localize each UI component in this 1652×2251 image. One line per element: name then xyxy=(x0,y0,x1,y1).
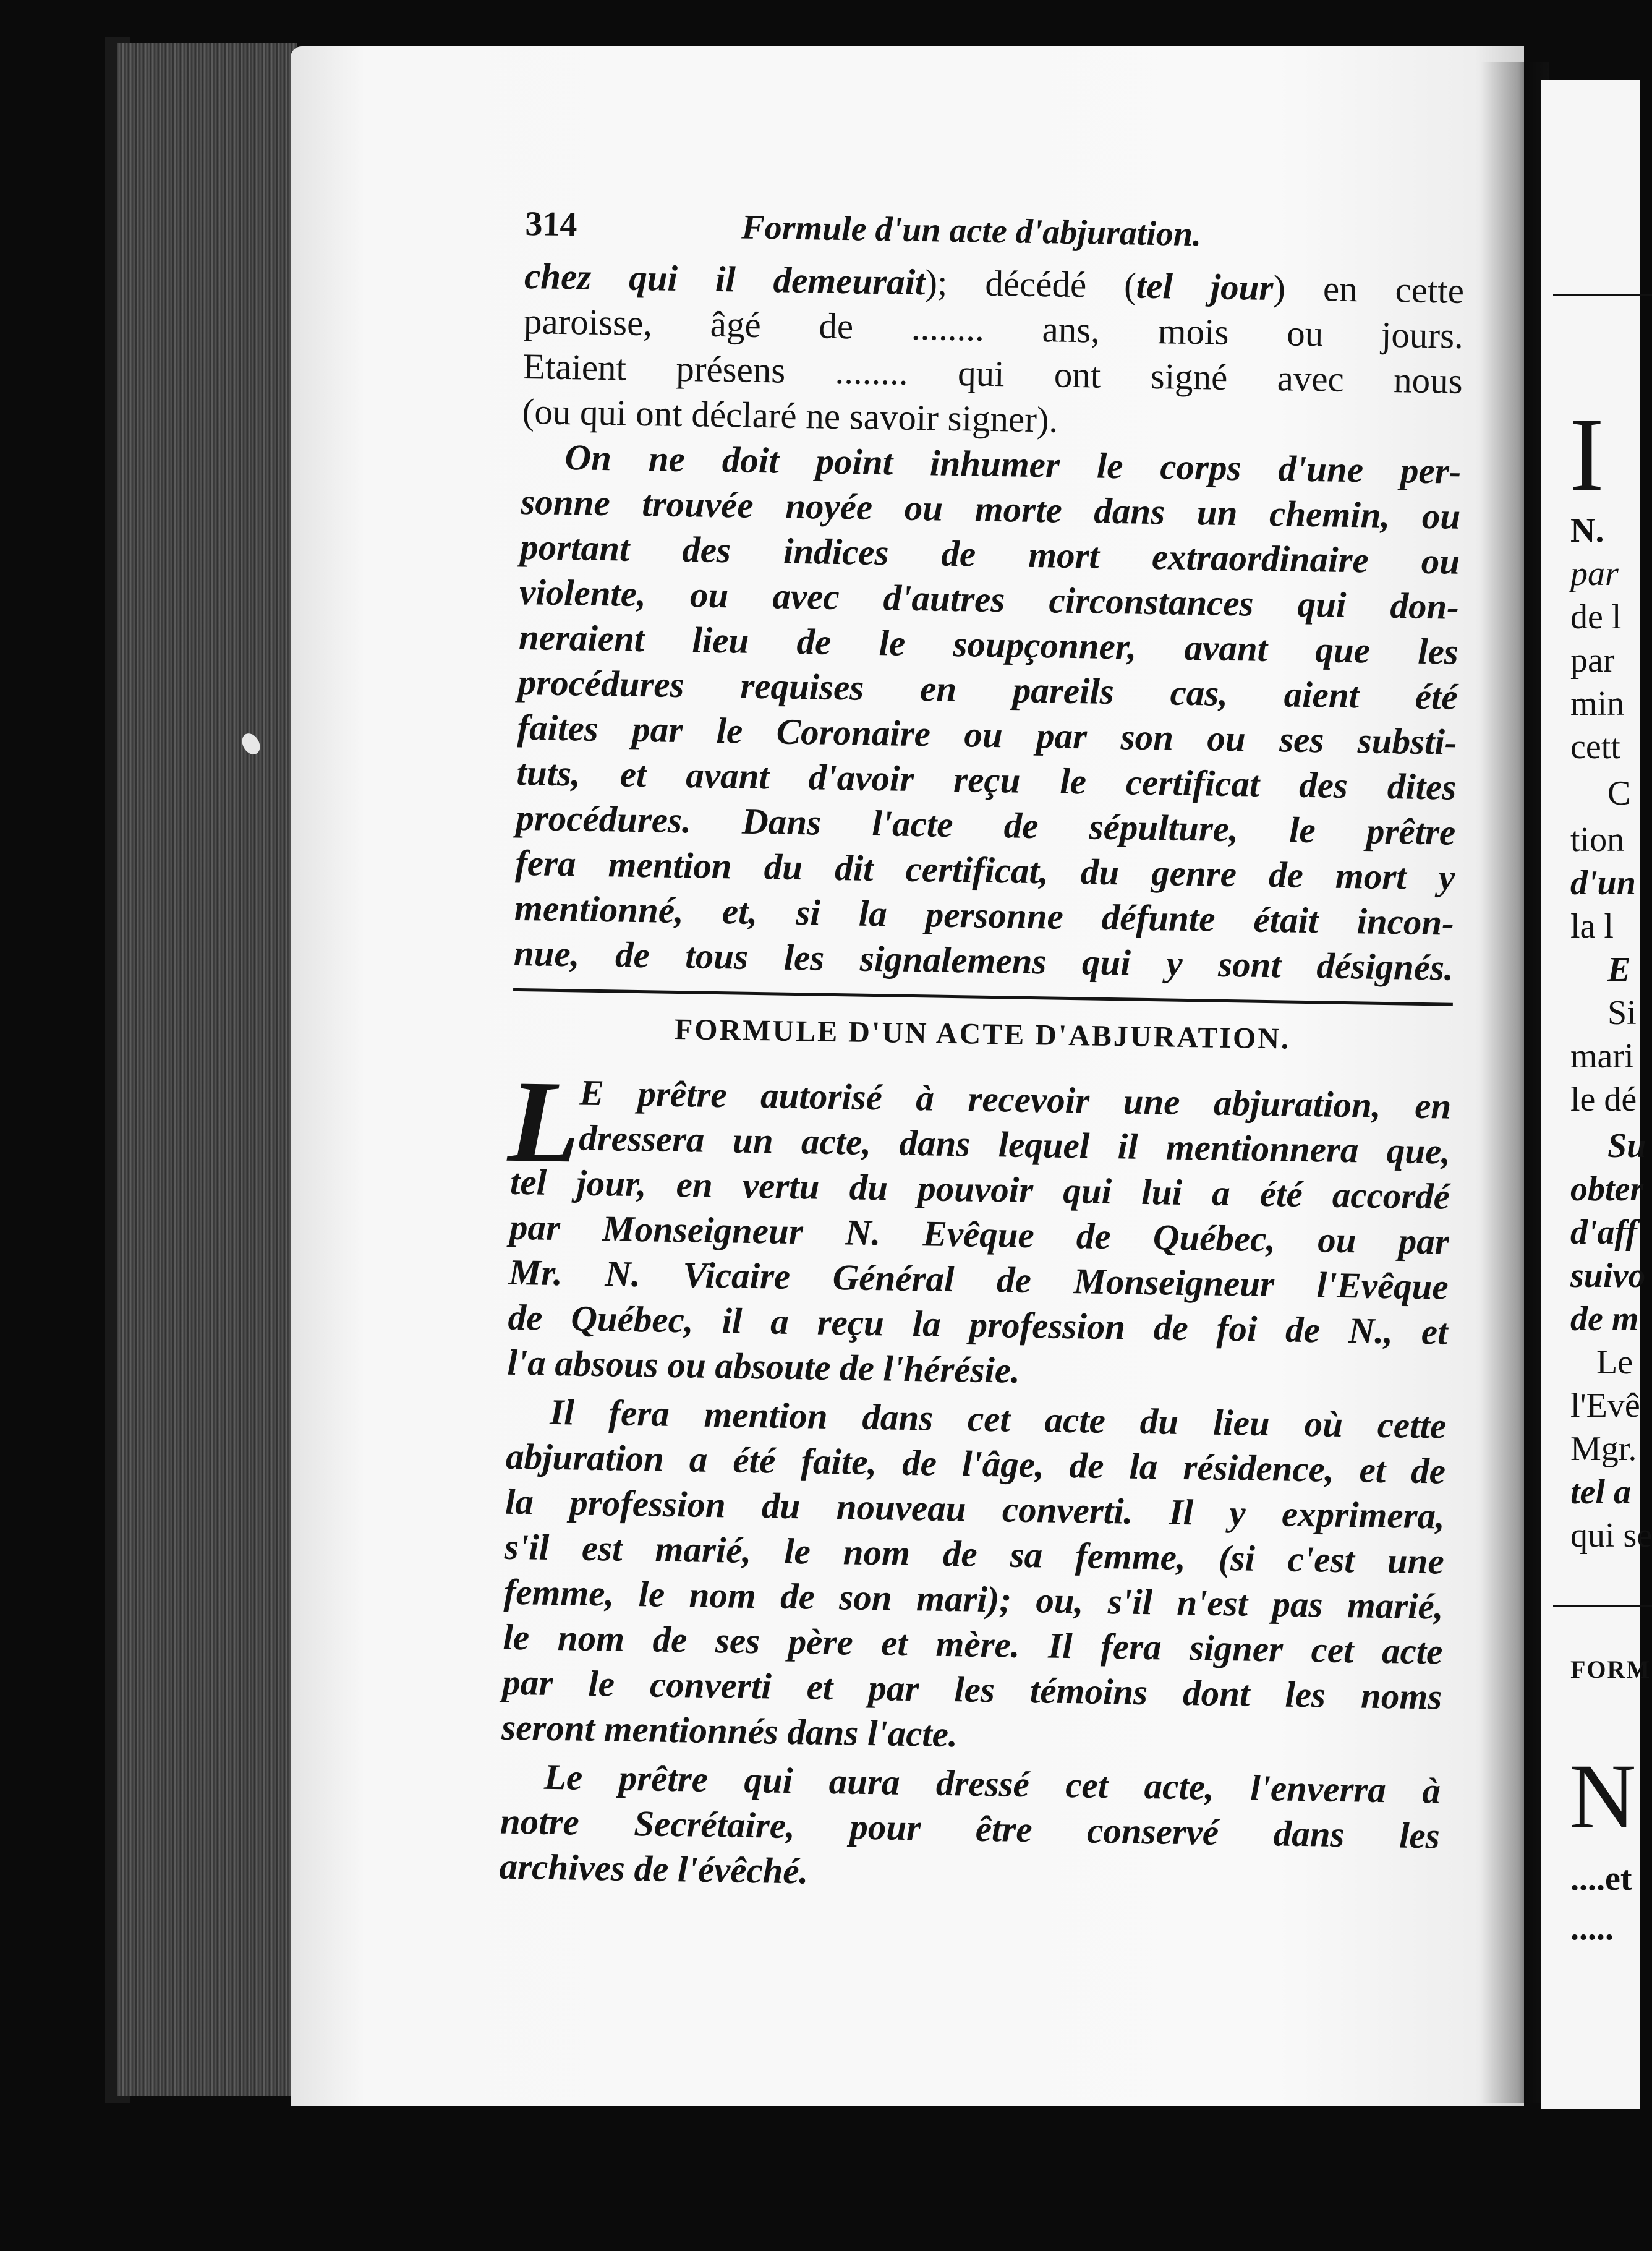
page-number: 314 xyxy=(525,204,577,244)
text-line: Etaient présens ........ qui ont signé avec nous xyxy=(522,345,1463,401)
text-column xyxy=(499,204,1465,1904)
text-line: fera mention du dit certificat, du genre de mort y xyxy=(514,842,1455,898)
right-page-fragment: min xyxy=(1570,685,1625,723)
running-title: Formule d'un acte d'abjuration. xyxy=(741,208,1202,254)
text-line: portant des indices de mort extraordinaire ou xyxy=(519,526,1460,582)
text-line: neraient lieu de le soupçonner, avant que les xyxy=(518,616,1459,672)
right-page-fragment: N. xyxy=(1570,511,1604,550)
right-page-fragment: Mgr. xyxy=(1570,1430,1637,1468)
text-line: s'il est marié, le nom de sa femme, (si c'est une xyxy=(504,1526,1445,1582)
text-line: procédures. Dans l'acte de sépulture, le prêtre xyxy=(515,797,1456,853)
right-page-fragment: qui se xyxy=(1570,1516,1652,1555)
text-line: seront mentionnés dans l'acte. xyxy=(501,1706,958,1755)
right-page-fragment: Si xyxy=(1607,994,1637,1032)
text-line: l'a absous ou absoute de l'hérésie. xyxy=(507,1341,1021,1391)
right-page-fragment: ..... xyxy=(1570,1909,1614,1947)
burial-note-paragraph xyxy=(513,434,1462,991)
text-line: procédures requises en pareils cas, aient été xyxy=(517,661,1458,717)
text-line: par Monseigneur N. Evêque de Québec, ou par xyxy=(509,1206,1450,1262)
abjuration-intro xyxy=(507,1056,1452,1400)
text-line: Le prêtre qui aura dressé cet acte, l'enverra à xyxy=(543,1756,1441,1811)
text-line: (ou qui ont déclaré ne savoir signer). xyxy=(522,390,1058,440)
right-page-rule xyxy=(1553,294,1652,296)
right-page-rule xyxy=(1553,1605,1652,1607)
right-page-fragment: le dé xyxy=(1570,1080,1637,1119)
text-line: tuts, et avant d'avoir reçu le certificat des dites xyxy=(516,751,1457,808)
right-page-fragment: par xyxy=(1570,641,1615,680)
right-page-fragment: I xyxy=(1569,396,1604,513)
right-page-fragment: mari xyxy=(1570,1037,1634,1075)
burial-entry-ending xyxy=(522,254,1464,449)
text-line: faites par le Coronaire ou par son ou ses substi- xyxy=(517,706,1458,762)
right-page-fragment: obter xyxy=(1570,1170,1644,1208)
right-page-fragment: tel a xyxy=(1570,1473,1631,1511)
text-line: femme, le nom de son mari); ou, s'il n'est pas marié, xyxy=(503,1571,1444,1627)
right-page-fragment: C xyxy=(1607,774,1631,813)
drop-cap: L xyxy=(507,1056,581,1188)
right-page-fragment: N xyxy=(1569,1745,1637,1848)
right-page-fragment: par xyxy=(1570,555,1619,593)
text-line: Il fera mention dans cet acte du lieu où cette xyxy=(549,1391,1447,1446)
right-page-fragment: Le xyxy=(1596,1343,1633,1382)
right-page-fragment: cett xyxy=(1570,728,1620,766)
abjuration-paragraph-2 xyxy=(501,1389,1447,1765)
section-divider xyxy=(513,988,1453,1006)
section-heading: FORMULE D'UN ACTE D'ABJURATION. xyxy=(674,1012,1291,1056)
text-line: paroisse, âgé de ........ ans, mois ou jours. xyxy=(523,300,1464,356)
text-line: chez qui il demeurait); décédé (tel jour) en cette xyxy=(524,255,1465,311)
text-line: violente, ou avec d'autres circonstances qui don- xyxy=(519,571,1460,627)
text-line: mentionné, et, si la personne défunte était incon- xyxy=(514,887,1455,943)
abjuration-paragraph-3 xyxy=(499,1754,1441,1904)
text-line: On ne doit point inhumer le corps d'une per- xyxy=(564,437,1462,492)
right-page-fragment: ....et xyxy=(1570,1860,1632,1898)
right-page-fragment: E xyxy=(1607,950,1631,989)
text-line: nue, de tous les signalemens qui y sont désignés. xyxy=(513,932,1454,988)
text-line: E prêtre autorisé à recevoir une abjuration, en xyxy=(579,1072,1452,1127)
text-line: tel jour, en vertu du pouvoir qui lui a été accordé xyxy=(509,1161,1450,1217)
text-line: dressera un acte, dans lequel il mentionnera que, xyxy=(578,1117,1451,1172)
gutter-shadow xyxy=(1481,62,1549,2103)
right-page-fragment: tion xyxy=(1570,821,1625,859)
page-edges xyxy=(117,43,297,2096)
right-page-fragment: d'un xyxy=(1570,864,1636,902)
right-page-fragment: la l xyxy=(1570,907,1614,946)
text-line: archives de l'évêché. xyxy=(499,1845,809,1892)
text-line: le nom de ses père et mère. Il fera signer cet acte xyxy=(503,1616,1443,1672)
abjuration-paragraph-1 xyxy=(507,1069,1452,1400)
right-page-fragment: de m xyxy=(1570,1300,1639,1338)
text-line: par le converti et par les témoins dont les noms xyxy=(501,1661,1442,1717)
right-page-fragment: de l xyxy=(1570,598,1622,636)
right-page-fragment: suivo xyxy=(1570,1257,1646,1295)
text-line: notre Secrétaire, pour être conservé dans les xyxy=(500,1800,1441,1856)
text-line: sonne trouvée noyée ou morte dans un chemin, ou xyxy=(520,481,1461,537)
right-page-fragment: l'Evê xyxy=(1570,1386,1640,1425)
right-page-fragment: FORM xyxy=(1570,1655,1651,1683)
right-page xyxy=(1541,80,1652,2109)
right-page-fragment: Su xyxy=(1607,1127,1646,1165)
text-line: abjuration a été faite, de l'âge, de la résidence, et de xyxy=(505,1435,1446,1492)
text-line: Mr. N. Vicaire Général de Monseigneur l'Evêque xyxy=(508,1251,1449,1307)
text-line: de Québec, il a reçu la profession de foi de N., et xyxy=(508,1296,1449,1352)
text-line: la profession du nouveau converti. Il y exprimera, xyxy=(505,1480,1446,1537)
right-page-fragment: d'aff xyxy=(1570,1213,1637,1252)
